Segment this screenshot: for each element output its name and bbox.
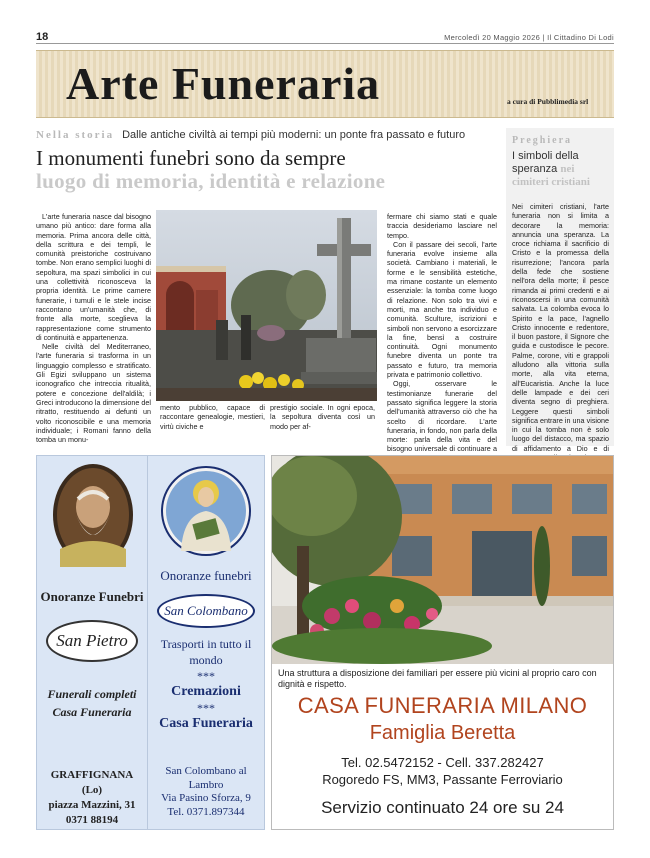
- sidebar-title: [512, 150, 612, 189]
- paragraph: mento pubblico, capace di raccontare genealogie, mestieri, virtù civiche e: [160, 403, 265, 431]
- san-pietro-logo: [46, 620, 138, 662]
- headline-line2: luogo di memoria, identità e relazione: [36, 169, 386, 193]
- san-colombano-town: San Colombano al Lambro: [165, 765, 247, 791]
- sidebar-title-accent: nei cimiteri cristiani: [512, 163, 590, 188]
- separator: ***: [197, 701, 215, 715]
- san-colombano-logo-text: San Colombano: [164, 603, 248, 618]
- paragraph: Oggi, osservare le testimonianze funerarie del passato significa leggere la storia dell'umanità attraverso ciò che ha scelto di ricordare. L'arte funeraria, in fondo, non parla della morte: parla della vita e del bisogno universale di continuare a: [387, 379, 497, 454]
- casa-funeraria-location: Rogoredo FS, MM3, Passante Ferroviario: [322, 772, 563, 787]
- article-column-3: [270, 403, 375, 431]
- section-title: Arte Funeraria: [66, 58, 381, 109]
- casa-funeraria-service: Servizio continuato 24 ore su 24: [321, 798, 564, 817]
- article-column-1: [36, 212, 151, 444]
- san-colombano-services: [150, 636, 262, 732]
- san-colombano-line3: Casa Funeraria: [159, 716, 253, 731]
- article-column-4: [387, 212, 497, 472]
- san-colombano-logo: [157, 594, 255, 628]
- dateline: [444, 33, 614, 42]
- casa-funeraria-phones: Tel. 02.5472152 - Cell. 337.282427: [341, 755, 544, 770]
- casa-funeraria-caption: Una struttura a disposizione dei familiari per essere più vicini al proprio caro con dignità e rispetto.: [278, 668, 597, 689]
- issue-date: Mercoledì 20 Maggio 2026: [444, 33, 541, 42]
- sidebar-title-plain: I simboli della speranza: [512, 150, 579, 175]
- kicker-text: Dalle antiche civiltà ai tempi più moderni: un ponte fra passato e futuro: [122, 129, 466, 141]
- building-illustration: [272, 456, 613, 664]
- building-photo: [272, 456, 613, 664]
- san-colombano-phone: Tel. 0371.897344: [167, 805, 245, 818]
- san-pietro-town: GRAFFIGNANA (Lo): [50, 769, 134, 796]
- san-pietro-address: [40, 768, 144, 828]
- paragraph: prestigio sociale. In ogni epoca, la sepoltura diventa così un modo per af-: [270, 403, 375, 431]
- cemetery-photo: [156, 210, 377, 401]
- ads-divider: [147, 455, 148, 830]
- san-colombano-line1: Trasporti in tutto il mondo: [160, 637, 252, 667]
- san-pietro-services: [40, 685, 144, 721]
- separator: ***: [197, 669, 215, 683]
- cemetery-illustration: [156, 210, 377, 401]
- casa-funeraria-family: Famiglia Beretta: [369, 722, 516, 744]
- san-pietro-logo-text: San Pietro: [56, 631, 128, 650]
- san-colombano-street: Via Pasino Sforza, 9: [161, 792, 251, 804]
- san-colombano-medallion: [161, 465, 251, 557]
- san-colombano-address: [150, 765, 262, 819]
- kicker-label: Nella storia: [36, 129, 115, 141]
- san-pietro-line2: Casa Funeraria: [52, 705, 132, 719]
- newspaper-name: Il Cittadino Di Lodi: [547, 33, 614, 42]
- sidebar-kicker: Preghiera: [512, 135, 573, 146]
- san-colombano-medallion-image: [161, 465, 251, 557]
- san-pietro-phone: 0371 88194: [65, 814, 119, 826]
- saint-peter-portrait: [52, 463, 134, 567]
- headline-line1: I monumenti funebri sono da sempre: [36, 146, 346, 170]
- san-pietro-title: Onoranze Funebri: [40, 589, 144, 604]
- sidebar-body: Nei cimiteri cristiani, l'arte funeraria non si limita a decorare la memoria: annuncia una speranza. La croce richiama il sacrificio di Cristo e la promessa della risurrezione; l'ancora parla della fede che sostiene nell'ora della morte; il pesce rimanda ai primi credenti e ai riconoscersi in una comunità salvata. La colomba evoca lo Spirito e la pace, l'agnello Cristo innocente e redentore, il buon pastore, il Signore che guida e custodisce le pecore. Palme, corone, viti e grappoli alludono alla vittoria sulla morte, alla vita eterna, all'Eucaristia. Anche la luce delle lampade e dei ceri diventa segno di preghiera. Leggere questi simboli significa entrare in una visione in cui la tomba non è solo luogo del distacco, ma spazio di affidamento a Dio e di: [512, 202, 609, 453]
- page-number: 18: [36, 31, 49, 43]
- san-pietro-street: piazza Mazzini, 31: [48, 799, 136, 811]
- paragraph: Con il passare dei secoli, l'arte funeraria evolve insieme alla società. Cambiano i materiali, le forme e le sensibilità estetiche, ma rimane costante un elemento essenziale: la tomba come luogo di relazione. Non solo tra vivi e morti, ma anche tra individuo e comunità. Sculture, iscrizioni e simboli non servono a esorcizzare la fine, bensì a costruire continuità. Ogni monumento funebre diventa un ponte tra passato e futuro, tra memoria privata e patrimonio collettivo.: [387, 239, 497, 380]
- casa-funeraria-name: CASA FUNERARIA MILANO: [297, 693, 588, 718]
- article-kicker: [36, 129, 465, 141]
- paragraph: Nelle civiltà del Mediterraneo, l'arte funeraria si trasforma in un linguaggio complesso e stratificato. Gli Egizi sviluppano un sistema iconografico che intreccia ritualità, potere e concezione dell'aldilà; i Greci introducono la dimensione del ritratto, restituendo ai defunti un volto riconoscibile e una memoria individuale; i Romani fanno della tomba un monu-: [36, 342, 151, 445]
- san-colombano-line2: Cremazioni: [171, 684, 241, 699]
- casa-funeraria-contacts: [271, 754, 614, 788]
- dateline-separator: |: [542, 33, 548, 42]
- section-credit: a cura di Pubblimedia srl: [507, 97, 589, 106]
- san-pietro-line1: Funerali completi: [47, 687, 137, 701]
- article-column-2: [160, 403, 265, 431]
- san-colombano-title: Onoranze funebri: [160, 568, 252, 583]
- saint-peter-portrait-image: [52, 463, 134, 567]
- paragraph: fermare chi siamo stati e quale traccia desideriamo lasciare nel tempo.: [387, 212, 497, 240]
- paragraph: L'arte funeraria nasce dal bisogno umano più antico: dare forma alla memoria. Prima ancora delle città, della scrittura e dei templi, le comunità preistoriche costruivano tombe. Non erano semplici luoghi di sepoltura, ma spazi simbolici in cui una collettività riconosceva la propria identità. Le prime camere funerarie, i tumuli e le stele incise raccontano un'umanità che, di fronte alla morte, sceglieva la rappresentazione come strumento di continuità e appartenenza.: [36, 212, 151, 342]
